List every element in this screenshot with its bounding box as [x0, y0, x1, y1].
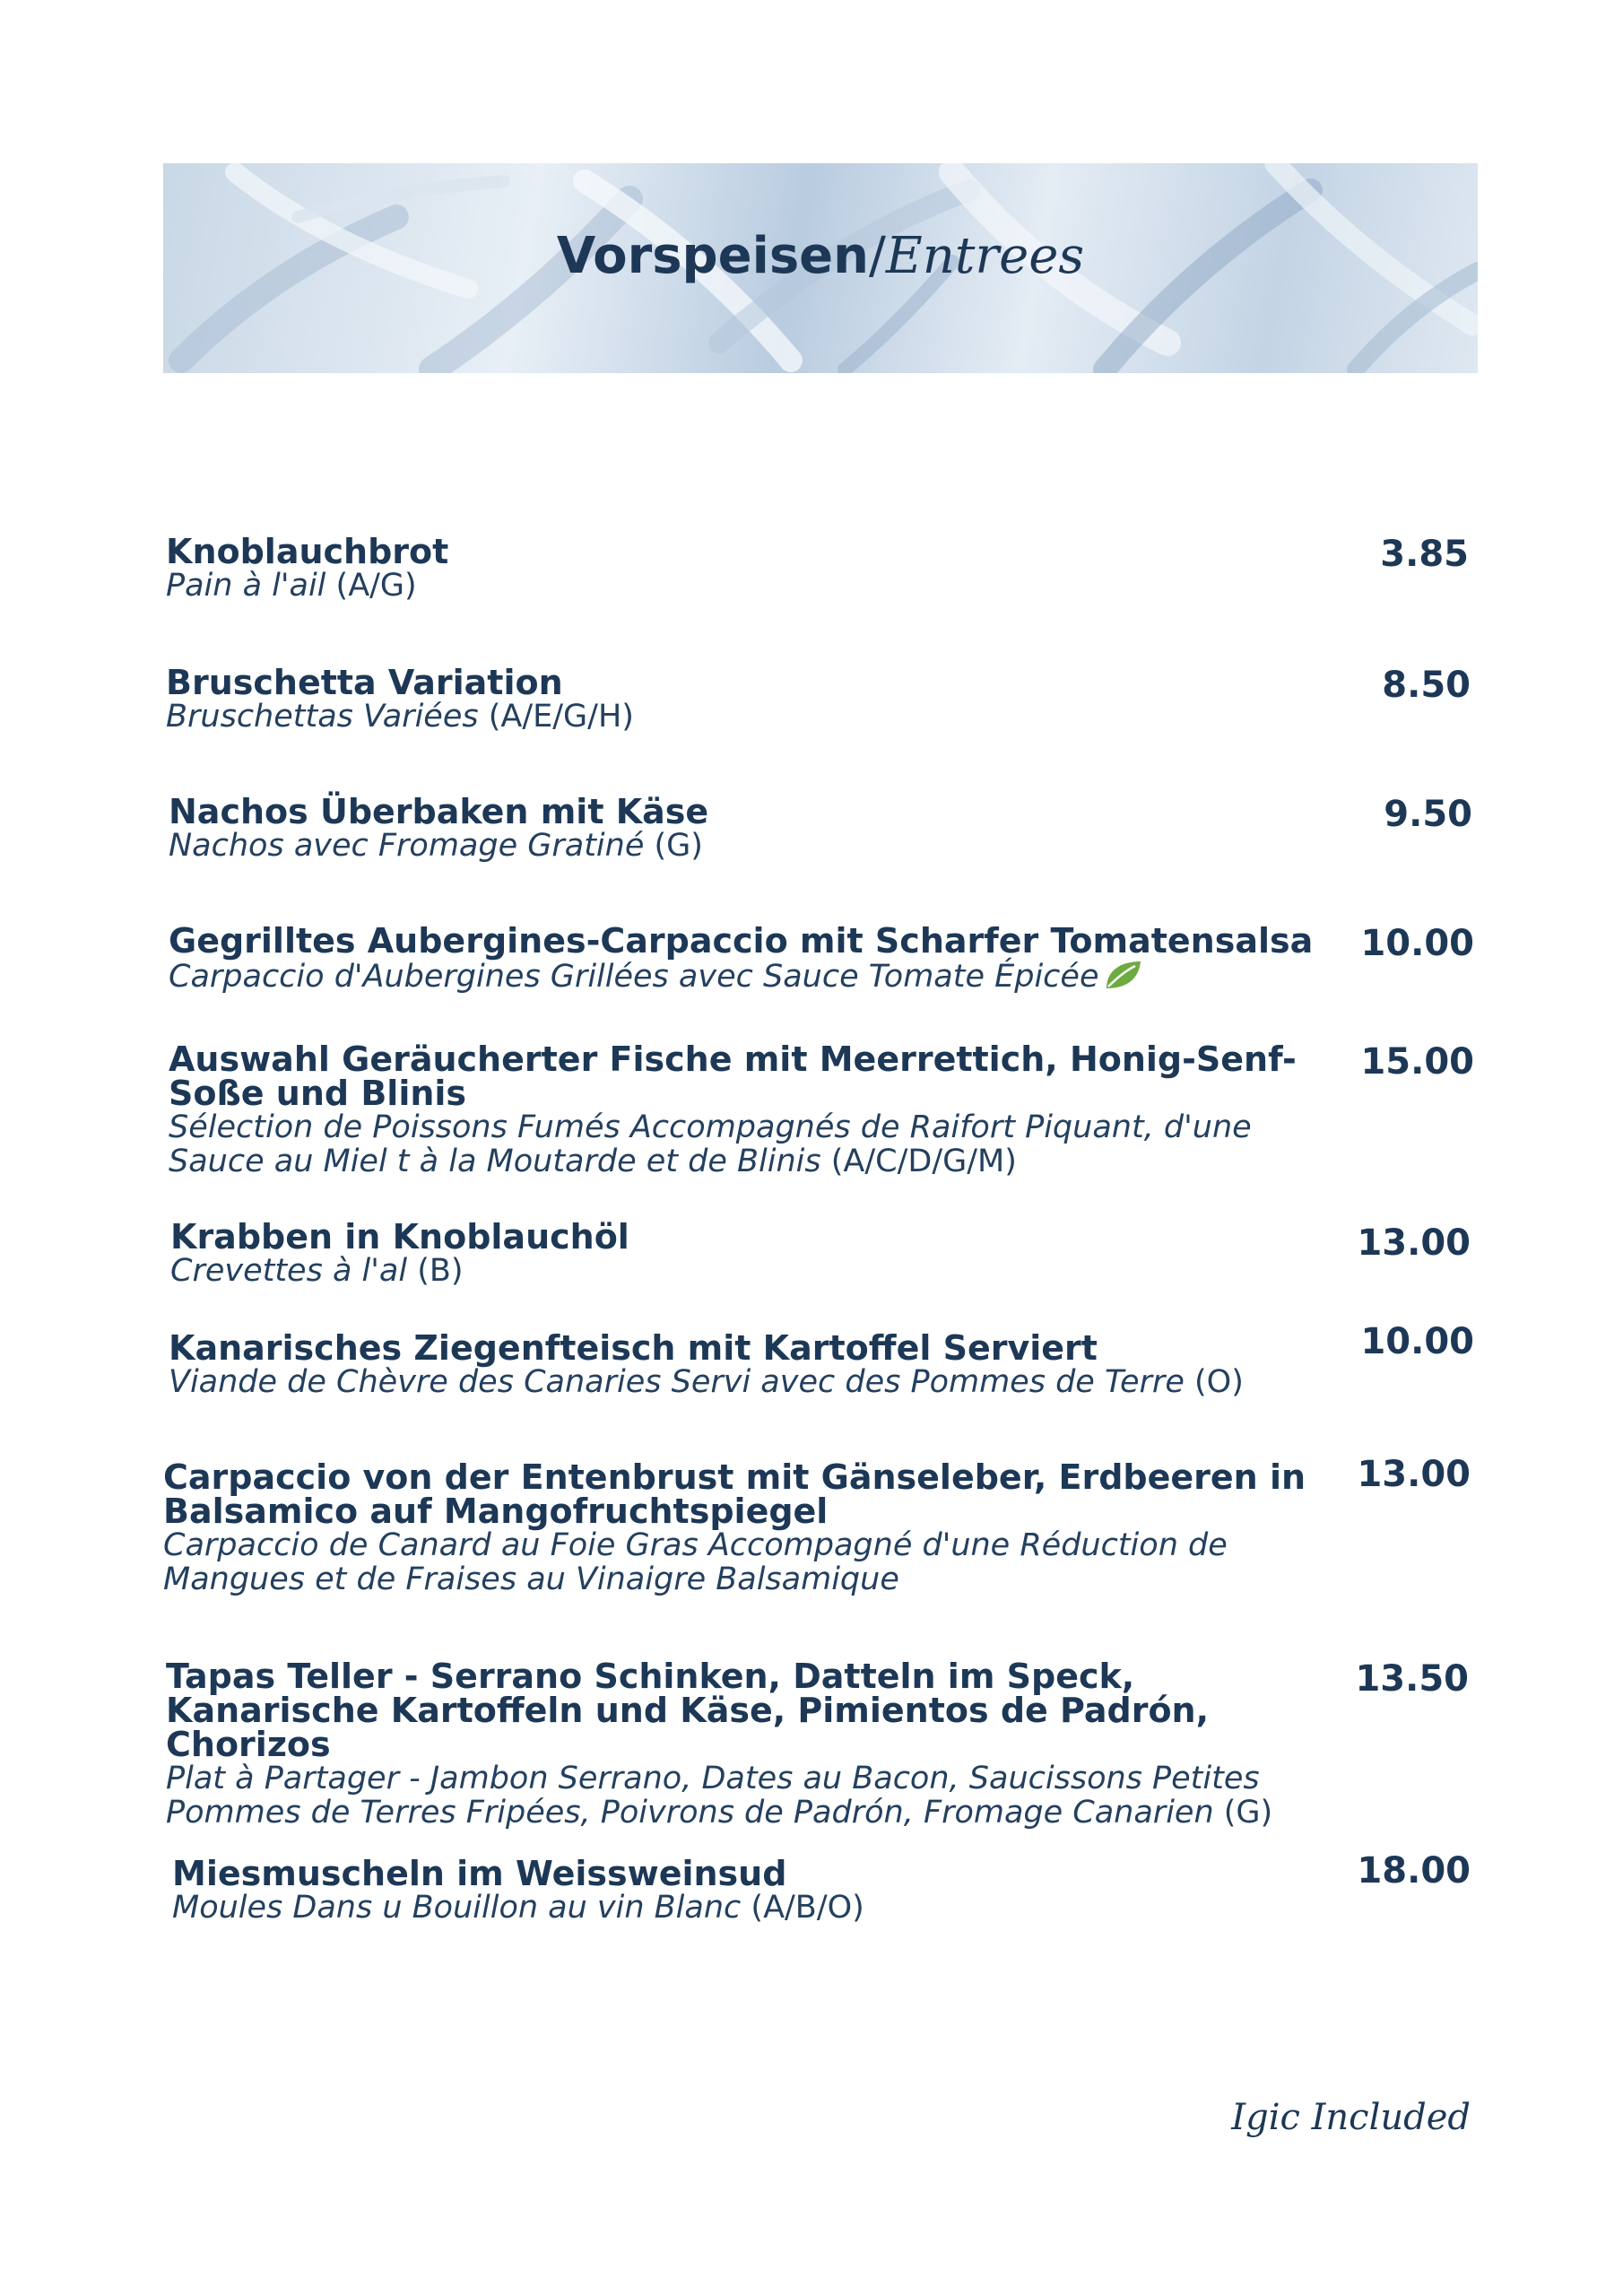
item-description: Nachos avec Fromage Gratiné (G)	[169, 828, 703, 864]
item-price: 8.50	[1382, 665, 1471, 706]
item-allergens: (G)	[654, 828, 703, 864]
item-name: Tapas Teller - Serrano Schinken, Datteln im Speck, Kanarische Kartoffeln und Käse, Pimientos de Padrón, Chorizos	[166, 1657, 1210, 1764]
item-price: 13.00	[1357, 1222, 1471, 1264]
item-description: Pain à l'ail (A/G)	[166, 568, 417, 604]
item-price: 10.00	[1360, 1321, 1474, 1362]
title-german: Vorspeisen	[556, 227, 869, 285]
item-price: 15.00	[1360, 1041, 1474, 1083]
item-price: 9.50	[1384, 794, 1472, 835]
item-price: 13.50	[1355, 1658, 1469, 1700]
item-name: Miesmuscheln im Weissweinsud	[172, 1854, 787, 1893]
menu-item	[166, 532, 1332, 604]
page-title	[163, 226, 1478, 286]
item-allergens: (A/G)	[335, 568, 417, 604]
menu-item	[169, 1328, 1334, 1400]
menu-item	[169, 921, 1334, 999]
item-price: 10.00	[1360, 923, 1474, 964]
item-description: Carpaccio de Canard au Foie Gras Accompagné d'une Réduction de Mangues et de Fraises au Vinaigre Balsamique	[163, 1527, 1228, 1597]
item-name: Krabben in Knoblauchöl	[170, 1217, 629, 1257]
leaf-icon	[1103, 958, 1142, 999]
item-name: Bruschetta Variation	[166, 663, 563, 702]
item-allergens: (A/B/O)	[751, 1890, 864, 1926]
item-description: Plat à Partager - Jambon Serrano, Dates au Bacon, Saucissons Petites Pommes de Terres Fripées, Poivrons de Padrón, Fromage Canarien (G)	[166, 1761, 1273, 1831]
title-separator: /	[869, 227, 886, 285]
item-name: Auswahl Geräucherter Fische mit Meerrettich, Honig-Senf-Soße und Blinis	[169, 1039, 1297, 1113]
item-allergens: (O)	[1194, 1364, 1244, 1400]
item-description: Sélection de Poissons Fumés Accompagnés de Raifort Piquant, d'une Sauce au Miel t à la Moutarde et de Blinis (A/C/D/G/M)	[169, 1109, 1252, 1179]
item-price: 13.00	[1357, 1454, 1471, 1495]
item-name: Knoblauchbrot	[166, 532, 449, 571]
menu-item	[169, 1039, 1334, 1179]
item-description: Moules Dans u Bouillon au vin Blanc (A/B/O)	[172, 1890, 864, 1926]
menu-item	[166, 665, 1332, 734]
menu-item	[166, 1659, 1332, 1830]
menu-item	[163, 1457, 1329, 1597]
item-name: Kanarisches Ziegenfteisch mit Kartoffel Serviert	[169, 1328, 1098, 1368]
item-name: Gegrilltes Aubergines-Carpaccio mit Scharfer Tomatensalsa	[169, 921, 1314, 961]
item-allergens: (A/E/G/H)	[488, 699, 634, 735]
header-banner	[163, 163, 1478, 373]
item-description: Viande de Chèvre des Canaries Servi avec des Pommes de Terre (O)	[169, 1364, 1244, 1400]
item-description: Bruschettas Variées (A/E/G/H)	[166, 699, 634, 735]
item-name: Nachos Überbaken mit Käse	[169, 792, 709, 831]
item-allergens: (A/C/D/G/M)	[830, 1144, 1017, 1179]
item-name: Carpaccio von der Entenbrust mit Gänseleber, Erdbeeren in Balsamico auf Mangofruchtspiegel	[163, 1457, 1306, 1531]
item-allergens: (G)	[1223, 1795, 1273, 1831]
item-price: 3.85	[1380, 534, 1469, 575]
item-description: Crevettes à l'al (B)	[170, 1253, 464, 1289]
menu-item	[172, 1854, 1338, 1926]
item-price: 18.00	[1357, 1850, 1471, 1892]
title-french: Entrees	[885, 227, 1085, 285]
item-description: Carpaccio d'Aubergines Grillées avec Sauce Tomate Épicée	[169, 958, 1334, 999]
tax-note: Igic Included	[1231, 2097, 1471, 2138]
menu-item	[170, 1217, 1336, 1289]
menu-item	[169, 792, 1334, 864]
item-allergens: (B)	[417, 1253, 464, 1289]
